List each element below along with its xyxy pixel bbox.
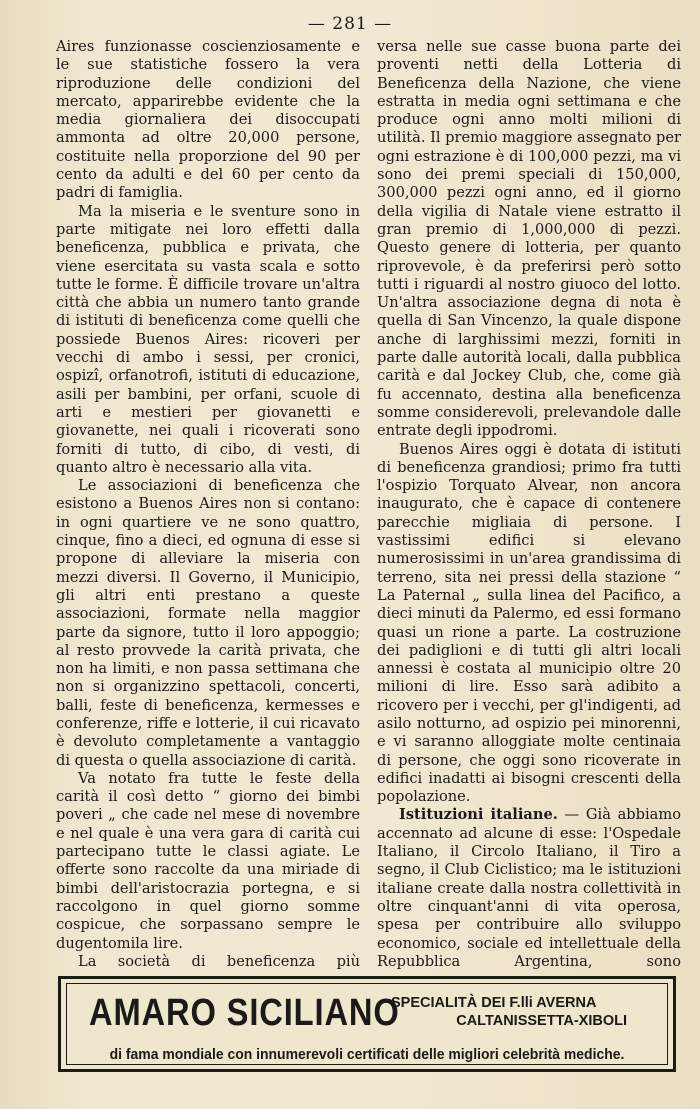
right-paragraph-3 bbox=[377, 806, 681, 970]
left-column bbox=[56, 38, 360, 970]
advertisement-tagline: di fama mondiale con innumerevoli certificati delle migliori celebrità mediche. bbox=[109, 1046, 625, 1063]
advertisement-box bbox=[58, 976, 676, 1072]
right-paragraph-2: Buenos Aires oggi è dotata di istituti di beneficenza grandiosi; primo fra tutti l'ospizio Torquato Alvear, non ancora inaugurato, che è capace di contenere parecchie migliaia di persone. I vastissimi edifici si elevano numerosissimi in un'area grandissima di terreno, sita nei pressi della stazione “ La Paternal „ sulla linea del Pacifico, a dieci minuti da Palermo, ed essi formano quasi un rione a parte. La costruzione dei padiglioni e di tutti gli altri locali annessi è costata al municipio oltre 20 milioni di lire. Esso sarà adibito a ricovero per i vecchi, per gl'indigenti, ad asilo notturno, ad ospizio pei minorenni, e vi saranno alloggiate molte centinaia di persone, che oggi sono ricoverate in edifici inadatti ai bisogni crescenti della popolazione. bbox=[377, 440, 681, 806]
left-paragraph-4: Va notato fra tutte le feste della carità il così detto “ giorno dei bimbi poveri „ che cade nel mese di novembre e nel quale è una vera gara di carità cui partecipano tutte le classi agiate. Le offerte sono raccolte da una miriade di bimbi dell'aristocrazia portegna, e si raccolgono in quel giorno somme cospicue, che sorpassano sempre le dugentomila lire. bbox=[56, 769, 360, 952]
left-paragraph-1: Aires funzionasse coscienziosamente e le sue statistiche fossero la vera riproduzione delle condizioni del mercato, apparirebbe evidente che la media giornaliera dei disoccupati ammonta ad oltre 20,000 persone, costituite nella proporzione del 90 per cento da adulti e del 60 per cento da padri di famiglia. bbox=[56, 38, 360, 202]
left-paragraph-2: Ma la miseria e le sventure sono in parte mitigate nei loro effetti dalla beneficenza, pubblica e privata, che viene esercitata su vasta scala e sotto tutte le forme. È difficile trovare un'altra città che abbia un numero tanto grande di istituti di beneficenza come quelli che possiede Buenos Aires: ricoveri per vecchi di ambo i sessi, per cronici, ospizî, orfanotrofi, istituti di educazione, asili per bambini, per orfani, scuole di arti e mestieri per giovanetti e giovanette, nei quali i ricoverati sono forniti di tutto, di cibo, di vesti, di quanto altro è necessario alla vita. bbox=[56, 202, 360, 476]
right-paragraph-3-text: — Già abbiamo accennato ad alcune di esse: l'Ospedale Italiano, il Circolo Italiano, il Tiro a segno, il Club Ciclistico; ma le istituzioni italiane create dalla nostra collettività in oltre cinquant'anni di vita operosa, spesa per contribuire allo sviluppo economico, sociale ed intellettuale della Repubblica Argentina, sono bbox=[377, 806, 681, 970]
text-columns bbox=[56, 38, 681, 970]
advertisement-inner-frame bbox=[66, 983, 668, 1065]
advertisement-specialty bbox=[387, 994, 627, 1030]
advertisement-specialty-line1: SPECIALITÀ DEI F.lli AVERNA bbox=[391, 995, 597, 1011]
section-heading: Istituzioni italiane. bbox=[399, 806, 558, 824]
page-number: — 281 — bbox=[307, 14, 393, 34]
right-paragraph-1: versa nelle sue casse buona parte dei proventi netti della Lotteria di Beneficenza della Nazione, che viene estratta in media ogni settimana e che produce ogni anno molti milioni di utilità. Il premio maggiore assegnato per ogni estrazione è di 100,000 pezzi, ma vi sono dei premi speciali di 150,000, 300,000 pezzi ogni anno, ed il giorno della vigilia di Natale viene estratto il gran premio di 1,000,000 di pezzi. Questo genere di lotteria, per quanto riprovevole, è da preferirsi però sotto tutti i riguardi al nostro giuoco del lotto. Un'altra associazione degna di nota è quella di San Vincenzo, la quale dispone anche di larghissimi mezzi, forniti in parte dalle autorità locali, dalla pubblica carità e dal Jockey Club, che, come già fu accennato, destina alla beneficenza somme considerevoli, prelevandole dalle entrate degli ippodromi. bbox=[377, 38, 681, 440]
left-paragraph-5 bbox=[56, 953, 360, 970]
left-paragraph-3: Le associazioni di beneficenza che esistono a Buenos Aires non si contano: in ogni quartiere ve ne sono quattro, cinque, fino a dieci, ed ognuna di esse si propone di alleviare la miseria con mezzi diversi. Il Governo, il Municipio, gli altri enti prestano a queste associazioni, formate nella maggior parte da signore, tutto il loro appoggio; al resto provvede la carità privata, che non ha limiti, e non passa settimana che non si organizzino spettacoli, concerti, balli, feste di beneficenza, kermesses e conferenze, riffe e lotterie, il cui ricavato è devoluto completamente a vantaggio di questa o quella associazione di carità. bbox=[56, 477, 360, 769]
right-column bbox=[377, 38, 681, 970]
advertisement-specialty-line2: CALTANISSETTA-XIBOLI bbox=[456, 1013, 627, 1029]
advertisement-brand: AMARO SICILIANO bbox=[89, 992, 400, 1034]
left-paragraph-5-start: La società di beneficenza più bbox=[78, 952, 360, 970]
